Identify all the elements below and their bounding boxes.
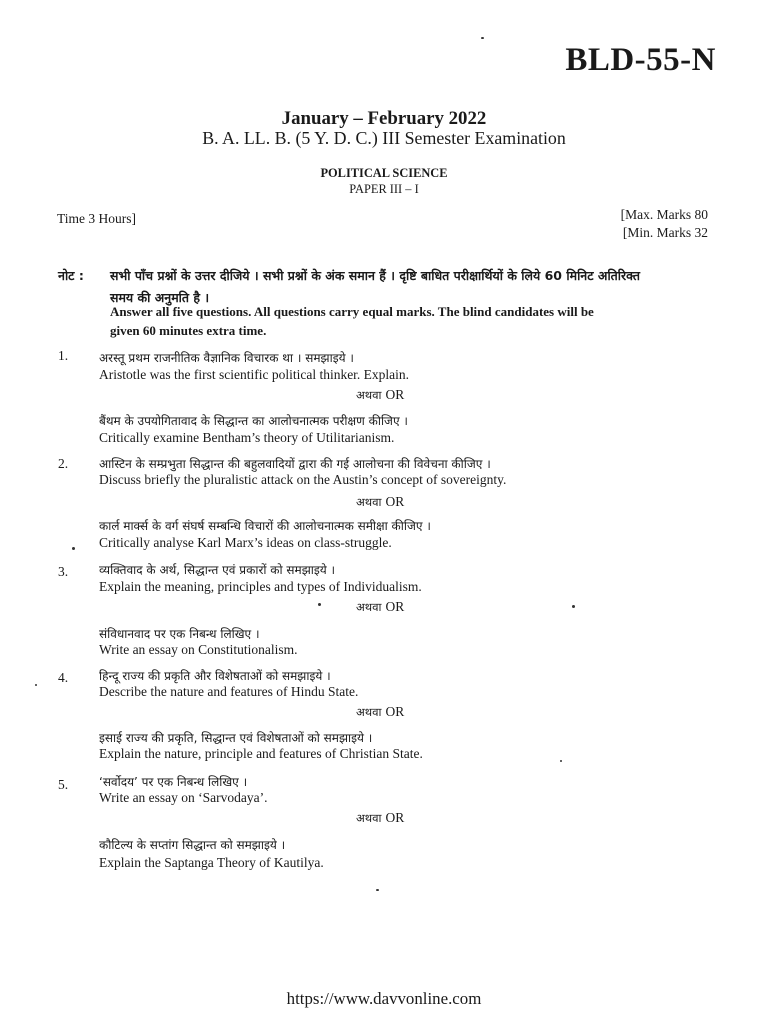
note-hindi-line-2: समय की अनुमति है । bbox=[110, 290, 210, 305]
or-divider bbox=[356, 494, 404, 510]
footer-url: https://www.davvonline.com bbox=[286, 989, 482, 1008]
question-number: 2. bbox=[58, 456, 69, 471]
question-5a-hindi: ‘सर्वोदय’ पर एक निबन्ध लिखिए । bbox=[99, 775, 248, 789]
question-4a-english: Describe the nature and features of Hindu State. bbox=[99, 684, 359, 699]
max-marks: [Max. Marks 80 bbox=[620, 207, 708, 222]
question-number: 1. bbox=[58, 348, 69, 363]
question-5b-english: Explain the Saptanga Theory of Kautilya. bbox=[99, 855, 324, 870]
or-hindi: अथवा bbox=[356, 811, 382, 825]
or-english: OR bbox=[385, 599, 405, 614]
time-allowed: Time 3 Hours] bbox=[57, 211, 137, 226]
question-4b-english: Explain the nature, principle and features of Christian State. bbox=[99, 746, 423, 761]
or-english: OR bbox=[385, 387, 405, 402]
subject-title: POLITICAL SCIENCE bbox=[320, 166, 448, 180]
question-number: 4. bbox=[58, 670, 69, 685]
or-hindi: अथवा bbox=[356, 388, 382, 402]
question-3b-hindi: संविधानवाद पर एक निबन्ध लिखिए । bbox=[99, 627, 260, 641]
question-2a-hindi: आस्टिन के सम्प्रभुता सिद्धान्त की बहुलवादियों द्वारा की गई आलोचना की विवेचना कीजिए । bbox=[99, 457, 491, 471]
question-2b-hindi: कार्ल मार्क्स के वर्ग संघर्ष सम्बन्धि विचारों की आलोचनात्मक समीक्षा कीजिए । bbox=[99, 519, 431, 533]
exam-session: January – February 2022 bbox=[281, 108, 487, 129]
question-1a-english: Aristotle was the first scientific political thinker. Explain. bbox=[99, 367, 410, 382]
question-2a-english: Discuss briefly the pluralistic attack on the Austin’s concept of sovereignty. bbox=[99, 472, 507, 487]
question-1b-english: Critically examine Bentham’s theory of Utilitarianism. bbox=[99, 430, 395, 445]
or-divider bbox=[356, 387, 404, 403]
paper-number: PAPER III – I bbox=[349, 182, 419, 196]
scan-speck bbox=[481, 37, 484, 39]
or-divider bbox=[356, 599, 404, 615]
question-3a-english: Explain the meaning, principles and types of Individualism. bbox=[99, 579, 422, 594]
or-divider bbox=[356, 704, 404, 720]
course-title: B. A. LL. B. (5 Y. D. C.) III Semester Examination bbox=[202, 128, 566, 148]
question-4a-hindi: हिन्दू राज्य की प्रकृति और विशेषताओं को समझाइये । bbox=[99, 669, 331, 683]
question-1a-hindi: अरस्तू प्रथम राजनीतिक वैज्ञानिक विचारक था । समझाइये । bbox=[99, 351, 354, 365]
question-3b-english: Write an essay on Constitutionalism. bbox=[99, 642, 298, 657]
min-marks: [Min. Marks 32 bbox=[622, 225, 708, 240]
scan-speck bbox=[318, 603, 321, 606]
question-5a-english: Write an essay on ‘Sarvodaya’. bbox=[99, 790, 268, 805]
note-english-line-2: given 60 minutes extra time. bbox=[110, 323, 267, 338]
note-label: नोट : bbox=[58, 268, 84, 283]
question-2b-english: Critically analyse Karl Marx’s ideas on class-struggle. bbox=[99, 535, 392, 550]
scan-speck bbox=[572, 605, 575, 608]
question-1b-hindi: बैंथम के उपयोगितावाद के सिद्धान्त का आलोचनात्मक परीक्षण कीजिए । bbox=[99, 414, 408, 428]
scan-speck bbox=[376, 889, 379, 891]
paper-code: BLD-55-N bbox=[565, 42, 716, 78]
or-divider bbox=[356, 810, 404, 826]
or-english: OR bbox=[385, 704, 405, 719]
question-number: 3. bbox=[58, 564, 69, 579]
or-hindi: अथवा bbox=[356, 600, 382, 614]
question-3a-hindi: व्यक्तिवाद के अर्थ, सिद्धान्त एवं प्रकारों को समझाइये । bbox=[99, 563, 336, 577]
or-english: OR bbox=[385, 810, 405, 825]
scan-speck bbox=[35, 684, 37, 686]
question-5b-hindi: कौटिल्य के सप्तांग सिद्धान्त को समझाइये । bbox=[99, 838, 286, 852]
or-english: OR bbox=[385, 494, 405, 509]
question-4b-hindi: इसाई राज्य की प्रकृति, सिद्धान्त एवं विशेषताओं को समझाइये । bbox=[99, 731, 373, 745]
note-hindi-line-1: सभी पाँच प्रश्नों के उत्तर दीजिये । सभी प्रश्नों के अंक समान हैं । दृष्टि बाधित परीक्षार्थियों के लिये 60 मिनिट अतिरिक्त bbox=[110, 268, 640, 283]
or-hindi: अथवा bbox=[356, 705, 382, 719]
or-hindi: अथवा bbox=[356, 495, 382, 509]
scan-speck bbox=[72, 547, 75, 550]
note-english-line-1: Answer all five questions. All questions carry equal marks. The blind candidates will be bbox=[110, 304, 594, 319]
scan-speck bbox=[560, 760, 562, 762]
question-number: 5. bbox=[58, 777, 69, 792]
